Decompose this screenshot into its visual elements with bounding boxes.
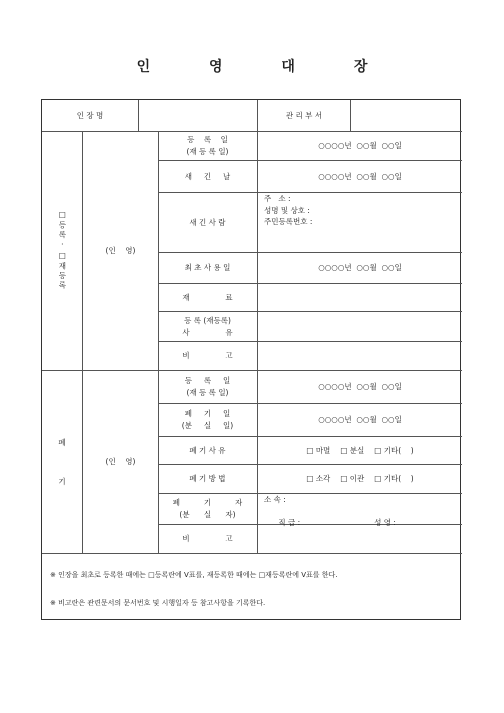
dept-label: 관 리 부 서 — [285, 110, 323, 120]
method-other-checkbox[interactable]: □ 기타( ) — [374, 474, 414, 484]
note-remarks: ※ 비고란은 관련문서의 문서번호 및 시행일자 등 참고사항을 기록한다. — [50, 599, 266, 607]
dis-reg-date-label: 등 록 일 (재 등 록 일) — [184, 376, 231, 397]
material-label: 재 료 — [182, 292, 233, 302]
disposal-reason-options — [258, 437, 462, 464]
engraver-label: 새 긴 사 람 — [189, 217, 226, 227]
discarder-info[interactable] — [264, 494, 460, 528]
reg-remarks-field[interactable] — [258, 342, 462, 370]
disposal-reason-label: 폐 기 사 유 — [189, 445, 226, 455]
reason-lost-checkbox[interactable]: □ 분실 — [340, 445, 365, 455]
engraver-address: 주 소 : — [264, 194, 291, 203]
disposal-date-value[interactable]: ○○○○년 ○○월 ○○일 — [318, 415, 402, 425]
dis-reg-date-value[interactable]: ○○○○년 ○○월 ○○일 — [318, 382, 402, 392]
registration-label-text: □등록·□재등록 — [57, 210, 67, 291]
disposal-seal-box[interactable]: (인 영) — [105, 457, 136, 467]
disposal-method-options — [258, 465, 462, 493]
disposal-date-label: 폐 기 일 (분 실 일) — [181, 409, 234, 430]
reason-wear-checkbox[interactable]: □ 마멸 — [306, 445, 331, 455]
discarder-name: 성 영 : — [374, 518, 396, 528]
reg-date-label: 등 록 일 (재 등 록 일) — [186, 134, 229, 156]
reason-other-checkbox[interactable]: □ 기타( ) — [374, 445, 414, 455]
discarder-affiliation: 소 속 : — [264, 495, 286, 504]
dept-field[interactable] — [351, 100, 462, 131]
reg-date-value[interactable]: ○○○○년 ○○월 ○○일 — [318, 140, 402, 150]
engrave-date-label: 새 긴 날 — [184, 171, 231, 181]
first-use-value[interactable]: ○○○○년 ○○월 ○○일 — [318, 263, 402, 273]
engraver-id: 주민등록번호 : — [264, 217, 313, 227]
seal-name-field[interactable] — [139, 100, 257, 131]
seal-register-table — [41, 99, 461, 620]
discarder-rank: 직 급 : — [278, 518, 301, 528]
reg-reason-label: 등 록 (재등록) 사 유 — [182, 315, 233, 337]
disposal-section-label[interactable]: 폐 기 — [58, 437, 66, 486]
engraver-name: 성명 및 상호 : — [264, 205, 310, 215]
dis-remarks-field[interactable] — [258, 525, 462, 553]
material-field[interactable] — [258, 284, 462, 311]
reg-reason-field[interactable] — [258, 312, 462, 341]
reg-remarks-label: 비 고 — [182, 351, 233, 361]
disposal-method-label: 폐 기 방 법 — [189, 474, 226, 484]
note-registration: ※ 인장을 최초로 등록한 때에는 □등록란에 V표를, 재등록한 때에는 □재등록란에 V표를 한다. — [50, 571, 338, 579]
engrave-date-value[interactable]: ○○○○년 ○○월 ○○일 — [318, 171, 402, 181]
method-incinerate-checkbox[interactable]: □ 소각 — [306, 474, 331, 484]
discarder-label: 폐 기 자 (분 실 자) — [172, 498, 243, 519]
first-use-label: 최 초 사 용 일 — [184, 263, 231, 273]
engraver-info[interactable] — [264, 193, 460, 252]
registration-section-label[interactable] — [42, 131, 82, 370]
seal-name-label: 인 장 명 — [76, 110, 104, 120]
document-title: 인 영 대 장 — [136, 59, 395, 75]
method-transfer-checkbox[interactable]: □ 이관 — [340, 474, 365, 484]
registration-seal-box[interactable]: (인 영) — [105, 245, 136, 255]
dis-remarks-label: 비 고 — [182, 534, 233, 544]
